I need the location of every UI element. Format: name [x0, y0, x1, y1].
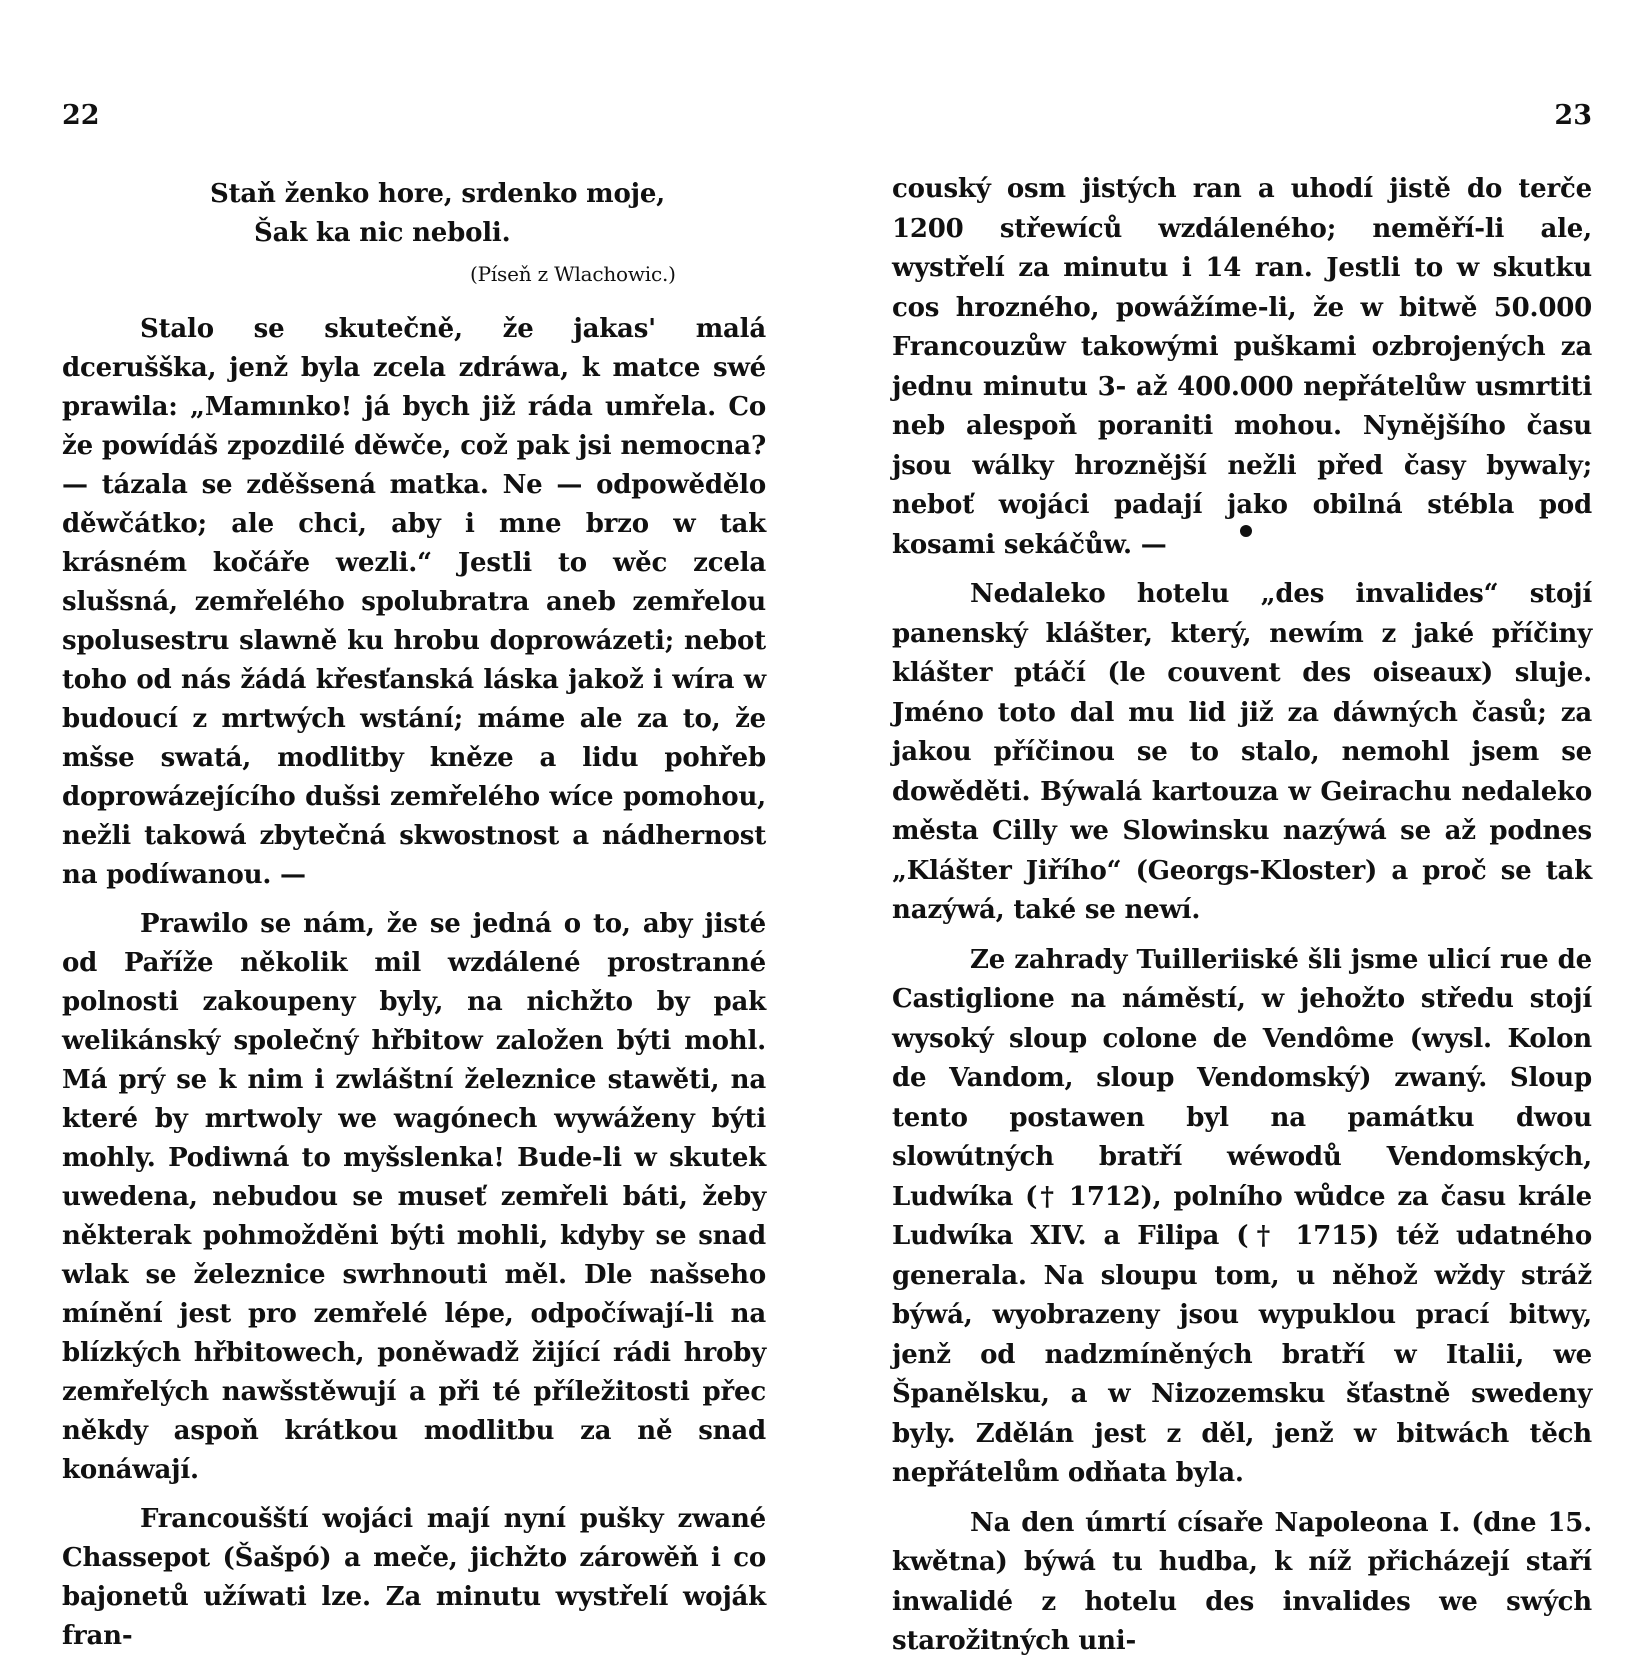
- paragraph: Nedaleko hotelu „des invalides“ stojí panenský klášter, který, newím z jaké příčiny klášter ptáčí (le couvent des oiseaux) sluje. Jméno toto dal mu lid již za dáwných časů; za jakou příčinou se to stalo, nemohl jsem se dowěděti. Býwalá kartouza w Geirachu nedaleko města Cilly we Slowinsku nazýwá se až podnes „Klášter Jiřího“ (Georgs-Kloster) a proč se tak nazýwá, také se newí.: [892, 579, 1592, 925]
- page-number: 22: [62, 100, 100, 131]
- verse-line: Šak ka nic neboli.: [254, 218, 511, 248]
- verse-source: (Píseň z Wlachowic.): [470, 262, 676, 286]
- paragraph: Stalo se skutečně, že jakas' malá dcerušška, jenž byla zcela zdráwa, k matce swé prawila: „Mamınko! já bych již ráda umřela. Co že powídáš zpozdilé děwče, což pak jsi nemocna? — tázala se zděšsená matka. Ne — odpowědělo děwčátko; ale chci, aby i mne brzo w tak krásném kočáře wezli.“ Jestli to wěc zcela slušsná, zemřelého spolubratra aneb zemřelou spolusestru slawně ku hrobu doprowázeti; nebot toho od nás žádá křesťanská láska jakož i wíra w budoucí z mrtwých wstání; máme ale za to, že mšse swatá, modlitby kněze a lidu pohřeb doprowázejícího dušsi zemřelého wíce pomohou, nežli takowá zbytečná skwostnost a nádhernost na podíwanou. —: [62, 314, 766, 890]
- paragraph: Na den úmrtí císaře Napoleona I. (dne 15. kwětna) býwá tu hudba, k níž přicházejí staří inwalidé z hotelu des invalides we swých starožitných uni-: [892, 1507, 1592, 1656]
- page-number: 23: [1554, 100, 1592, 131]
- paragraph: couský osm jistých ran a uhodí jistě do terče 1200 střewíců wzdáleného; neměří-li ale, wystřelí za minutu i 14 ran. Jestli to w skutku cos hrozného, powážíme-li, že w bitwě 50.000 Francouzůw takowými puškami ozbrojených za jednu minutu 3- až 400.000 nepřátelůw usmrtiti neb alespoň poraniti mohou. Nynějšího času jsou wálky hroznější nežli před časy bywaly; neboť wojáci padají jako obilná stébla pod kosami sekáčůw. —: [892, 174, 1592, 560]
- paragraph: Francoušští wojáci mají nyní pušky zwané Chassepot (Šašpó) a meče, jichžto zárowěň i co bajonetů užíwati lze. Za minutu wystřelí woják fran-: [62, 1504, 766, 1651]
- paragraph: Prawilo se nám, že se jedná o to, aby jisté od Paříže několik mil wzdálené prostranné polnosti zakoupeny byly, na nichžto by pak welikánský společný hřbitow založen býti mohl. Má prý se k nim i zwláštní železnice stawěti, na které by mrtwoly we wagónech wywáženy býti mohly. Podiwná to myšslenka! Bude-li w skutek uwedena, nebudou se museť zemřeli báti, žeby některak pohmožděni býti mohli, kdyby se snad wlak se železnice swrhnouti měl. Dle našseho mínění jest pro zemřelé lépe, odpočíwají-li na blízkých hřbitowech, poněwadž žijící rádi hroby zemřelých nawšstěwují a při té příležitosti přec někdy aspoň krátkou modlitbu za ně snad konáwají.: [62, 909, 766, 1485]
- paragraph: Ze zahrady Tuilleriiské šli jsme ulicí rue de Castiglione na náměstí, w jehožto středu stojí wysoký sloup colone de Vendôme (wysl. Kolon de Vandom, sloup Vendomský) zwaný. Sloup tento postawen byl na památku dwou slowútných bratří wéwodů Vendomských, Ludwíka († 1712), polního wůdce za času krále Ludwíka XIV. a Filipa († 1715) též udatného generala. Na sloupu tom, u něhož wždy stráž býwá, wyobrazeny jsou wypuklou prací bitwy, jenž od nadzmíněných bratří w Italii, we Španělsku, a w Nizozemsku šťastně swedeny byly. Zdělán jest z děl, jenž w bitwách těch nepřátelům odňata byla.: [892, 944, 1592, 1488]
- verse-quote: [62, 175, 766, 294]
- page-body: [62, 175, 766, 1656]
- verse-line: Staň ženko hore, srdenko moje,: [210, 179, 666, 209]
- ink-blot: [1240, 525, 1252, 537]
- page-body: [892, 170, 1592, 1662]
